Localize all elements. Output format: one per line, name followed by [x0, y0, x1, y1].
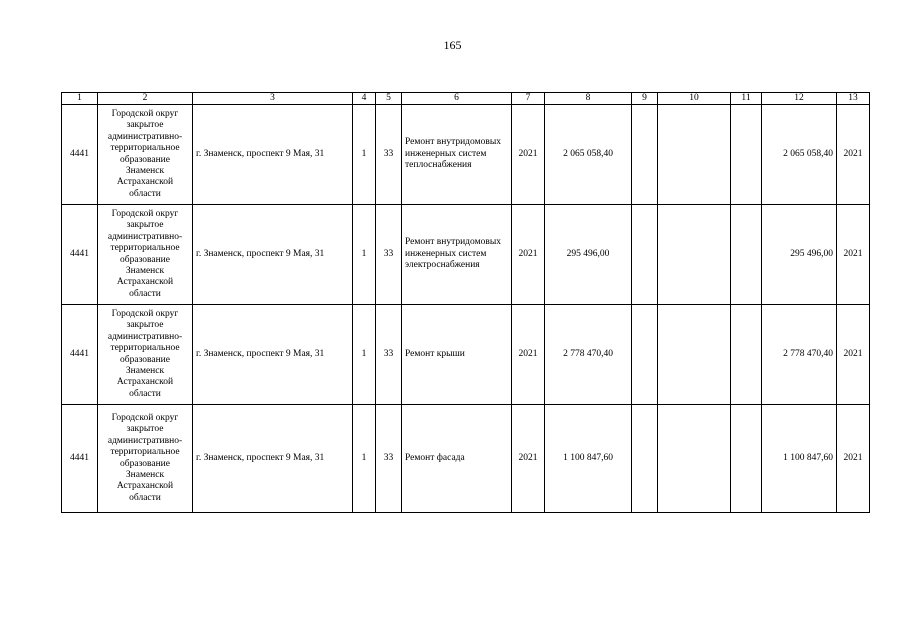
address-cell: г. Знаменск, проспект 9 Мая, 31 — [193, 305, 353, 405]
repair-schedule-table — [61, 92, 870, 513]
year-cell: 2021 — [512, 305, 545, 405]
year13-cell: 2021 — [837, 105, 870, 205]
header-row — [62, 93, 870, 105]
col10-cell — [658, 405, 731, 513]
col11-cell — [731, 405, 762, 513]
column-header-7: 7 — [512, 93, 545, 105]
work-type-cell: Ремонт крыши — [402, 305, 512, 405]
col4-cell: 1 — [353, 405, 376, 513]
col10-cell — [658, 305, 731, 405]
work-type-cell: Ремонт фасада — [402, 405, 512, 513]
row-id: 4441 — [62, 305, 98, 405]
column-header-9: 9 — [632, 93, 658, 105]
amount-cell: 2 778 470,40 — [545, 305, 632, 405]
amount12-cell: 2 065 058,40 — [762, 105, 837, 205]
column-header-3: 3 — [193, 93, 353, 105]
col5-cell: 33 — [376, 405, 402, 513]
table-row — [62, 305, 870, 405]
year-cell: 2021 — [512, 405, 545, 513]
municipality-cell: Городской округ закрытое административно-территориальное образование Знаменск Астраханской области — [98, 305, 193, 405]
column-header-6: 6 — [402, 93, 512, 105]
work-type-cell: Ремонт внутридомовых инженерных систем электроснабжения — [402, 205, 512, 305]
col11-cell — [731, 205, 762, 305]
year13-cell: 2021 — [837, 405, 870, 513]
amount12-cell: 295 496,00 — [762, 205, 837, 305]
amount-cell: 1 100 847,60 — [545, 405, 632, 513]
municipality-cell: Городской округ закрытое административно-территориальное образование Знаменск Астраханской области — [98, 405, 193, 513]
page-number: 165 — [443, 38, 462, 52]
table-row — [62, 405, 870, 513]
address-cell: г. Знаменск, проспект 9 Мая, 31 — [193, 205, 353, 305]
amount-cell: 2 065 058,40 — [545, 105, 632, 205]
col4-cell: 1 — [353, 305, 376, 405]
col11-cell — [731, 105, 762, 205]
municipality-cell: Городской округ закрытое административно-территориальное образование Знаменск Астраханской области — [98, 205, 193, 305]
col9-cell — [632, 105, 658, 205]
address-cell: г. Знаменск, проспект 9 Мая, 31 — [193, 105, 353, 205]
amount12-cell: 2 778 470,40 — [762, 305, 837, 405]
col4-cell: 1 — [353, 205, 376, 305]
col5-cell: 33 — [376, 305, 402, 405]
column-header-2: 2 — [98, 93, 193, 105]
amount-cell: 295 496,00 — [545, 205, 632, 305]
work-type-cell: Ремонт внутридомовых инженерных систем теплоснабжения — [402, 105, 512, 205]
col4-cell: 1 — [353, 105, 376, 205]
address-cell: г. Знаменск, проспект 9 Мая, 31 — [193, 405, 353, 513]
col9-cell — [632, 305, 658, 405]
column-header-1: 1 — [62, 93, 98, 105]
col5-cell: 33 — [376, 105, 402, 205]
year-cell: 2021 — [512, 105, 545, 205]
column-header-8: 8 — [545, 93, 632, 105]
row-id: 4441 — [62, 405, 98, 513]
year13-cell: 2021 — [837, 205, 870, 305]
column-header-11: 11 — [731, 93, 762, 105]
column-header-12: 12 — [762, 93, 837, 105]
table-row — [62, 205, 870, 305]
row-id: 4441 — [62, 105, 98, 205]
row-id: 4441 — [62, 205, 98, 305]
column-header-10: 10 — [658, 93, 731, 105]
year-cell: 2021 — [512, 205, 545, 305]
column-header-5: 5 — [376, 93, 402, 105]
municipality-cell: Городской округ закрытое административно-территориальное образование Знаменск Астраханской области — [98, 105, 193, 205]
column-header-13: 13 — [837, 93, 870, 105]
col5-cell: 33 — [376, 205, 402, 305]
col10-cell — [658, 205, 731, 305]
col10-cell — [658, 105, 731, 205]
year13-cell: 2021 — [837, 305, 870, 405]
col11-cell — [731, 305, 762, 405]
col9-cell — [632, 205, 658, 305]
col9-cell — [632, 405, 658, 513]
column-header-4: 4 — [353, 93, 376, 105]
table-row — [62, 105, 870, 205]
amount12-cell: 1 100 847,60 — [762, 405, 837, 513]
